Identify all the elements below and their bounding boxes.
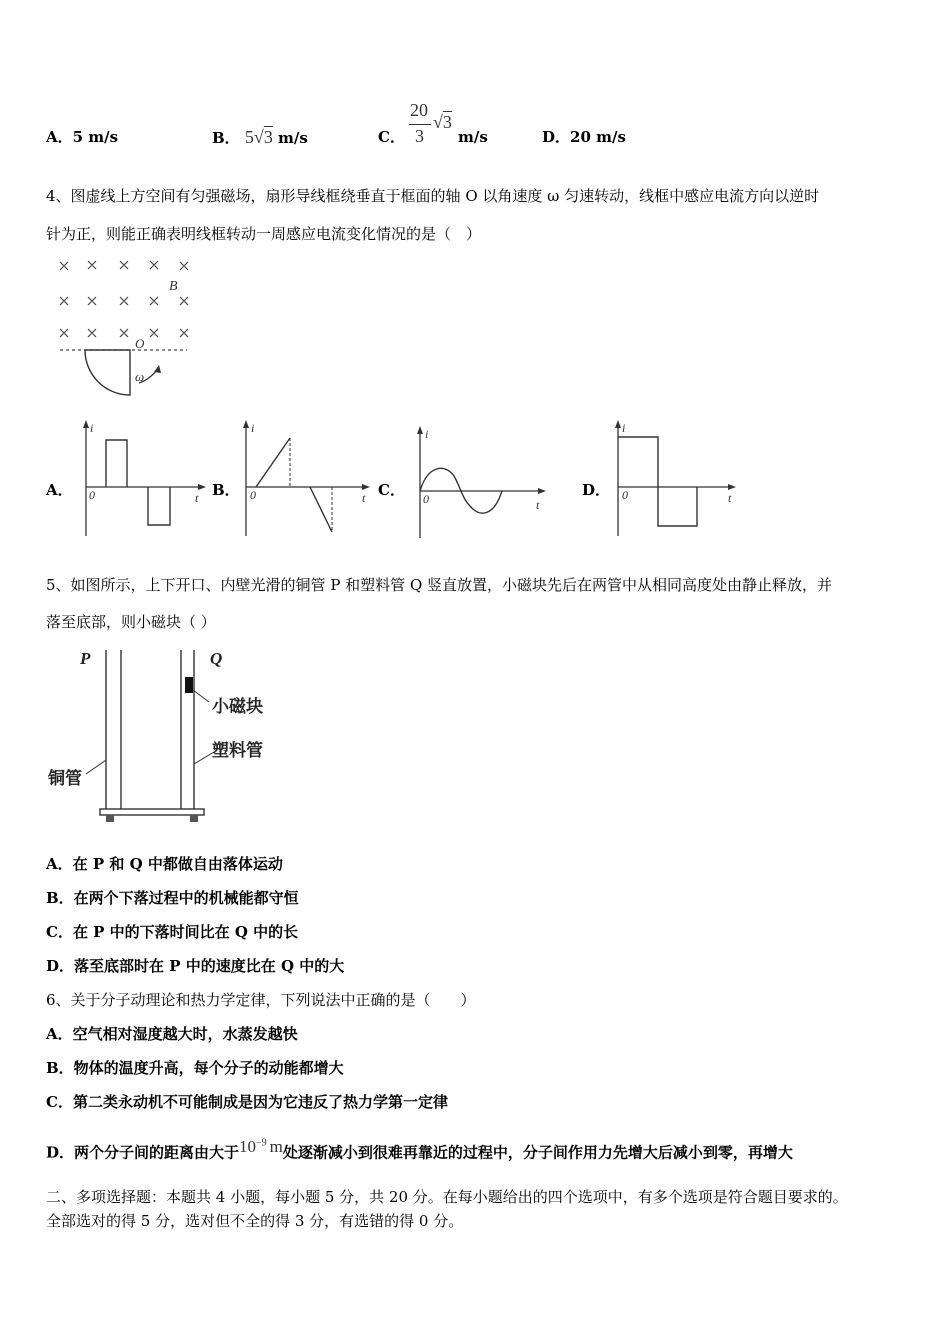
svg-text:i: i [622,421,626,435]
q4-graph-d-label: D． [582,481,611,499]
svg-text:0: 0 [250,488,256,502]
q5-option-c: C．在 P 中的下落时间比在 Q 中的长 [46,923,299,941]
base-stand [100,809,204,815]
svg-text:0: 0 [423,492,429,506]
q5-option-b: B．在两个下落过程中的机械能都守恒 [46,889,299,907]
q6-stem: 6、关于分子动理论和热力学定律，下列说法中正确的是（ ） [46,991,476,1009]
q3-option-d: D．20 m/s [542,128,626,146]
svg-text:t: t [362,491,366,505]
svg-text:t: t [536,498,540,512]
q6-option-d: D．两个分子间的距离由大于$10^{-9}$ m处逐渐减小到很难再靠近的过程中，分子间作用力先增大后减小到零，再增大 [46,1136,793,1162]
svg-text:i: i [90,421,94,435]
svg-text:0: 0 [622,488,628,502]
q5-option-d: D．落至底部时在 P 中的速度比在 Q 中的大 [46,957,345,975]
q4-graph-a-label: A． [46,481,73,499]
q4-stem-line2: 针为正，则能正确表明线框转动一周感应电流变化情况的是（ ） [46,225,482,243]
q3-option-a: A．5 m/s [46,128,119,146]
axis-o-label: O [135,336,145,351]
label-p: P [80,649,91,668]
svg-text:i: i [425,427,429,441]
omega-label: ω [135,369,145,384]
q6-option-b: B．物体的温度升高，每个分子的动能都增大 [46,1059,344,1077]
svg-text:t: t [195,491,199,505]
q5-stem-line1: 5、如图所示，上下开口、内壁光滑的铜管 P 和塑料管 Q 竖直放置，小磁块先后在两管中从相同高度处由静止释放，并 [46,576,833,594]
q4-graph-b [234,420,374,540]
q5-option-a: A．在 P 和 Q 中都做自由落体运动 [46,855,283,873]
section2-line1: 二、多项选择题：本题共 4 小题，每小题 5 分，共 20 分。在每小题给出的四个选项中，有多个选项是符合题目要求的。 [46,1188,848,1206]
q4-stem-line1: 4、图虚线上方空间有匀强磁场，扇形导线框绕垂直于框面的轴 O 以角速度 ω 匀速转动，线框中感应电流方向以逆时 [46,187,820,205]
field-b-label: B [169,279,178,294]
q6-option-a: A．空气相对湿度越大时，水蒸发越快 [46,1025,298,1043]
q4-magnetic-field-figure [55,255,205,395]
field-cross-marks [60,261,188,337]
q3-b-coefficient: 5 [244,127,254,147]
q6-option-c: C．第二类永动机不可能制成是因为它违反了热力学第一定律 [46,1093,448,1111]
svg-text:0: 0 [89,488,95,502]
q5-stem-line2: 落至底部，则小磁块（ ） [46,613,216,631]
svg-text:t: t [728,491,732,505]
q3-option-b: B． 5√3 m/s [212,127,308,147]
q3-option-c-unit: m/s [458,128,488,146]
label-q: Q [210,649,223,668]
q4-graph-a [70,420,210,540]
q6-d-base: 10 [239,1136,257,1156]
q4-graph-c-label: C． [378,481,405,499]
q4-graph-b-label: B． [212,481,240,499]
label-copper-tube: 铜管 [48,769,82,788]
q3-option-c-label: C． [378,128,405,146]
svg-text:i: i [251,421,255,435]
label-magnet: 小磁块 [212,697,263,716]
q5-tubes-figure [44,644,284,829]
magnet-block [185,677,193,693]
q4-graph-d [604,420,744,540]
section2-line2: 全部选对的得 5 分，选对但不全的得 3 分，有选错的得 0 分。 [46,1212,464,1230]
q4-graph-c [402,426,552,541]
label-plastic-tube: 塑料管 [212,741,263,760]
sector-wire-frame [85,350,130,395]
